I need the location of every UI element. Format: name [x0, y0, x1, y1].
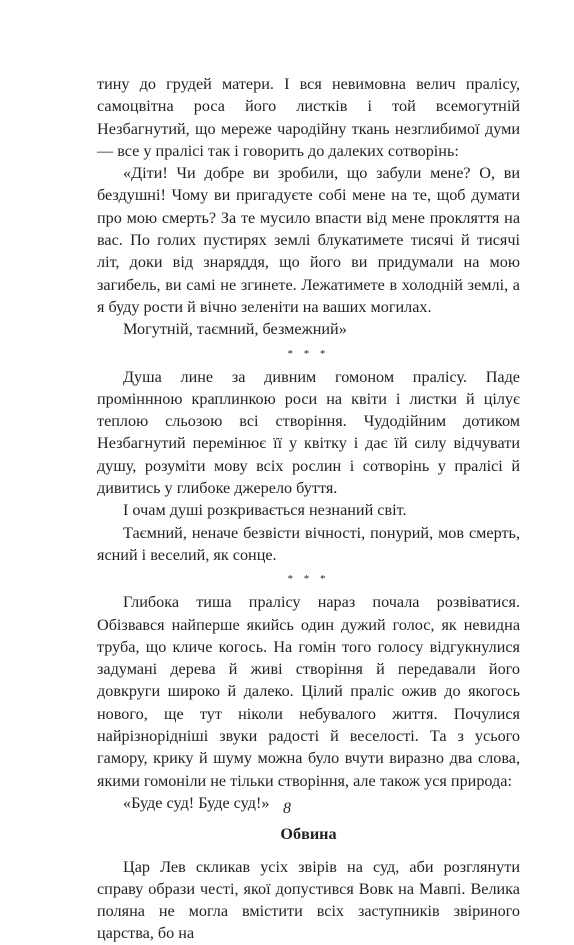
paragraph: Могутній, таємний, безмежний» — [123, 320, 347, 339]
section-separator: * * * — [287, 573, 330, 586]
section-heading: Обвина — [280, 825, 337, 844]
paragraph: Цар Лев скликав усіх звірів на суд, аби розглянути справу образи честі, якої допустився Вовк на Мавпі. Велика поляна не могла вмістити всіх заступників звіриного царства, бо на — [97, 857, 520, 943]
paragraph: І очам душі розкривається незнаний світ. — [123, 501, 407, 520]
paragraph: Таємний, неначе безвісти вічності, понурий, мов смерть, ясний і веселий, як сонце. — [97, 523, 520, 564]
page-number: 8 — [283, 800, 291, 817]
paragraph: Душа лине за дивним гомоном пралісу. Паде проміннною краплинкою роси на квіти і листки й цілує теплою сльозою всі створіння. Чудодійним дотиком Незбагнутий перемінює її у квітку і дає їй силу відчувати душу, розуміти мову всіх рослин і сотворінь у пралісі й дивитись у глибоке джерело буття. — [97, 367, 520, 498]
paragraph: «Буде суд! Буде суд!» — [123, 793, 270, 812]
paragraph: Глибока тиша пралісу нараз почала розвіватися. Обізвався найперше якийсь один дужий голос, як невидна труба, що кличе когось. На гомін того голосу відгукнулися задумані дерева й живі створіння й передавали його довкруги широко й далеко. Цілий праліс ожив до якогось нового, ще тут ніколи небувалого життя. Почулися найрізнорідніші звуки радості й веселості. Та з усього гамору, крику й шуму можна було вчути виразно два слова, якими гомоніли не тільки створіння, але також уся природа: — [97, 593, 520, 790]
section-separator: * * * — [287, 347, 330, 360]
paragraph: тину до грудей матери. І вся невимовна велич пралісу, самоцвітна роса його листків і той всемогутній Незбагнутий, що мереже чародійну ткань незглибимої думи — все у пралісі так і говорить до далеких сотворінь: — [97, 75, 520, 160]
paragraph: «Діти! Чи добре ви зробили, що забули мене? О, ви бездушні! Чому ви пригадуєте собі мене на те, щоб думати про мою смерть? За те мусило впасти від мене прокляття на вас. По голих пустирях землі блукатимете тисячі й тисячі літ, доки від знаряддя, що його ви придумали на мою загибель, ви самі не згинете. Лежатимете в холодній землі, а я буду рости й вічно зеленіти на ваших могилах. — [97, 164, 520, 316]
